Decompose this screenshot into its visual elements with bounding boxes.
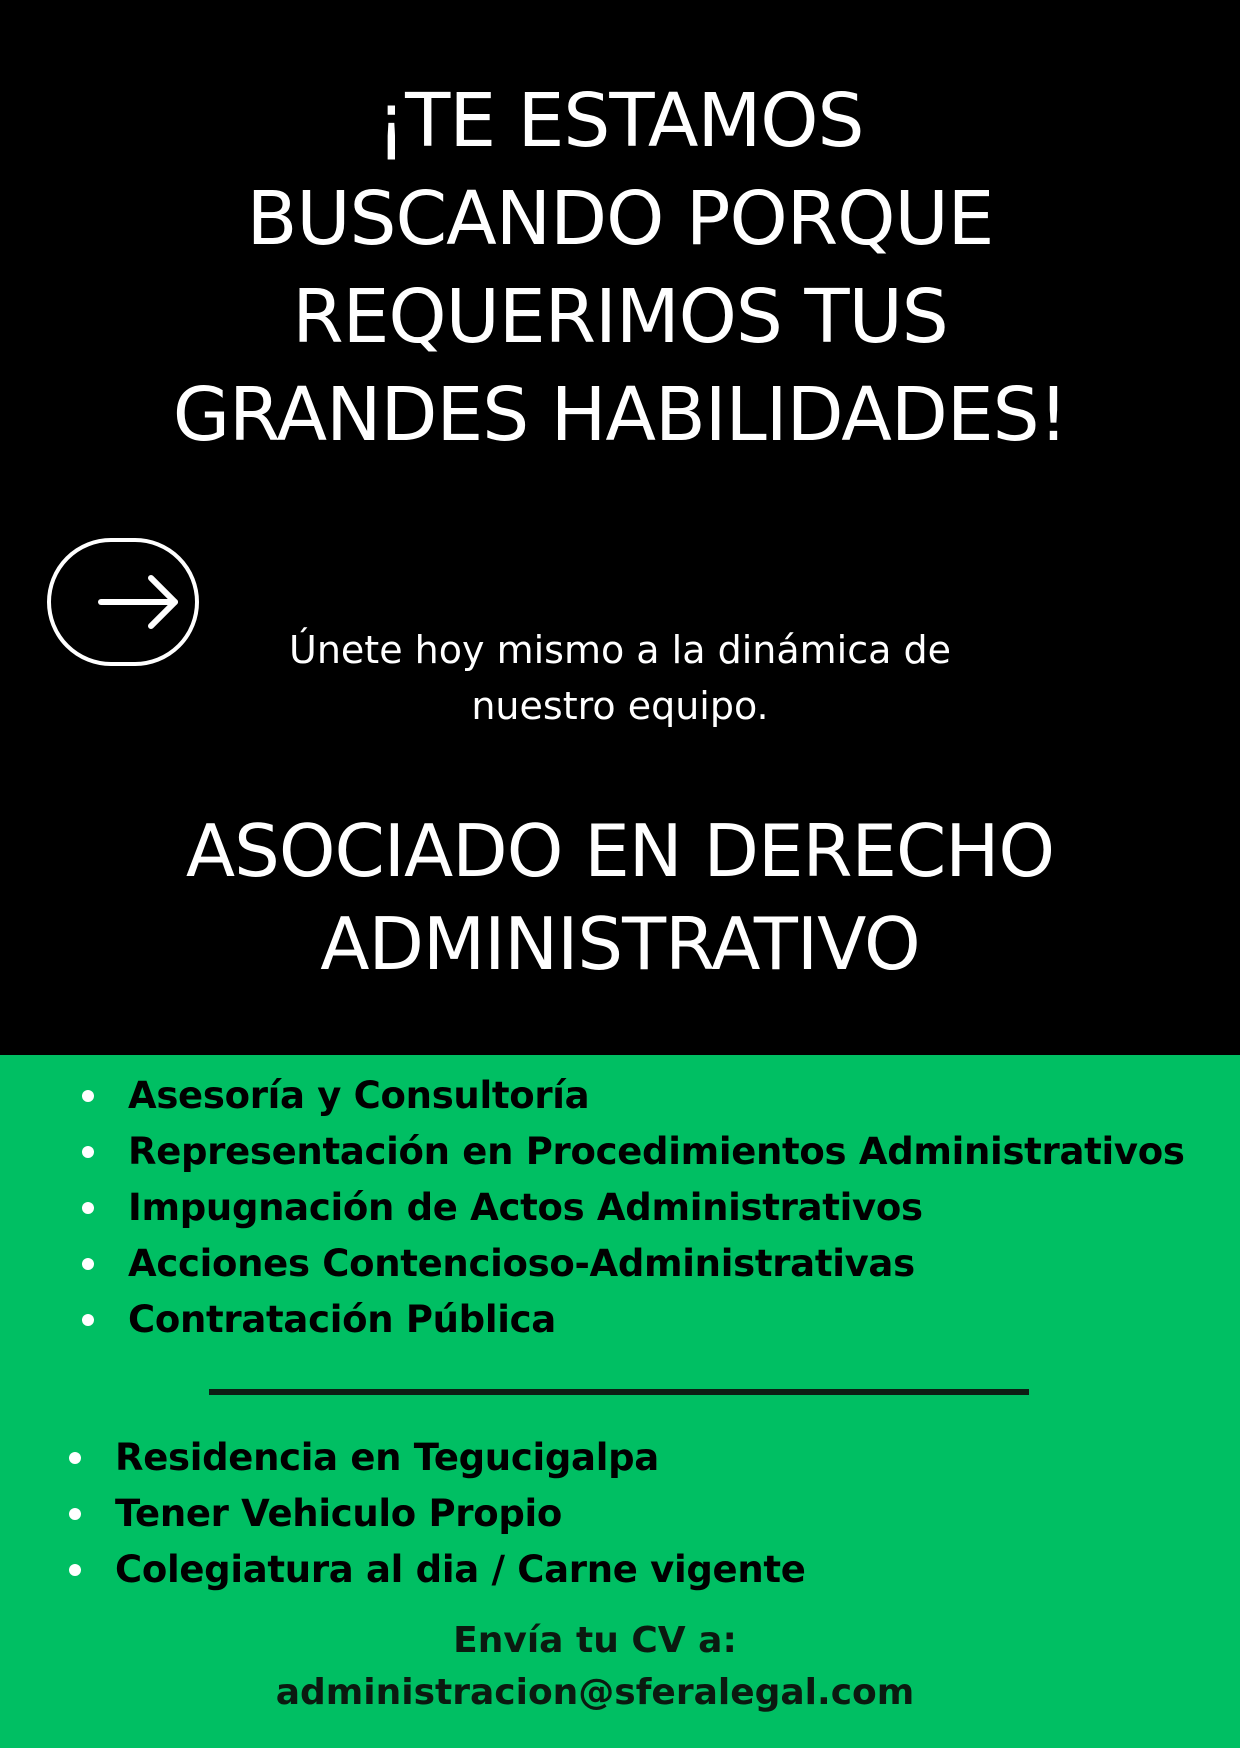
list-item (67, 1486, 1217, 1542)
list-item (67, 1542, 1217, 1598)
duty-label: Asesoría y Consultoría (128, 1074, 590, 1117)
duties-list (80, 1068, 1230, 1348)
contact-email-link[interactable]: administracion@sferalegal.com (275, 1672, 915, 1713)
bullet-icon (82, 1258, 94, 1270)
contact-label: Envía tu CV a: (453, 1620, 737, 1661)
bullet-icon (82, 1090, 94, 1102)
headline: ¡TE ESTAMOS BUSCANDO PORQUE REQUERIMOS TUS GRANDES HABILIDADES! (172, 78, 1068, 458)
list-item (67, 1430, 1217, 1486)
arrow-right-icon[interactable] (47, 538, 199, 666)
bullet-icon (69, 1564, 81, 1576)
bullet-icon (82, 1146, 94, 1158)
list-item (80, 1068, 1230, 1124)
contact-block (200, 1615, 990, 1719)
list-item (80, 1236, 1230, 1292)
duty-label: Contratación Pública (128, 1298, 556, 1341)
list-item (80, 1292, 1230, 1348)
requirement-label: Colegiatura al dia / Carne vigente (115, 1548, 806, 1591)
position-title: ASOCIADO EN DERECHO ADMINISTRATIVO (185, 809, 1055, 986)
bullet-icon (69, 1508, 81, 1520)
list-item (80, 1180, 1230, 1236)
bullet-icon (82, 1202, 94, 1214)
requirement-label: Residencia en Tegucigalpa (115, 1436, 659, 1479)
requirement-label: Tener Vehiculo Propio (115, 1492, 563, 1535)
bullet-icon (82, 1314, 94, 1326)
divider (209, 1389, 1029, 1395)
requirements-list (67, 1430, 1217, 1598)
duty-label: Representación en Procedimientos Administrativos (128, 1130, 1185, 1173)
bullet-icon (69, 1452, 81, 1464)
duty-label: Acciones Contencioso-Administrativas (128, 1242, 915, 1285)
list-item (80, 1124, 1230, 1180)
duty-label: Impugnación de Actos Administrativos (128, 1186, 923, 1229)
subtitle: Únete hoy mismo a la dinámica de nuestro equipo. (289, 628, 951, 728)
